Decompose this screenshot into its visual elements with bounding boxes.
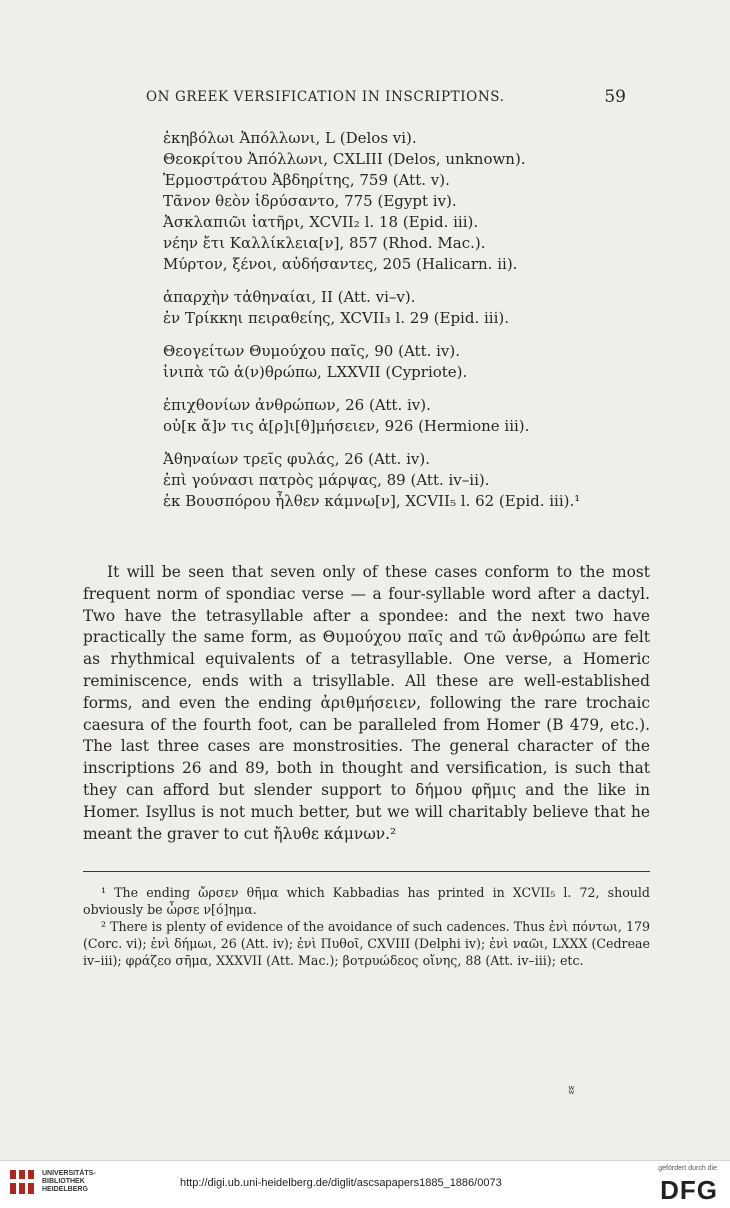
inscription-line: οὐ[κ ἄ]ν τις ἀ[ρ]ι[θ]μήσειεν, 926 (Hermione iii). <box>163 417 530 435</box>
inscription-line: ἐκ Βουσπόρου ἦλθεν κάμνω[ν], XCVII₅ l. 62 (Epid. iii).¹ <box>163 492 581 510</box>
inscription-group <box>163 128 633 275</box>
running-title: ON GREEK VERSIFICATION IN INSCRIPTIONS. <box>146 89 505 105</box>
running-header <box>146 89 626 105</box>
dfg-logo: DFG <box>660 1175 718 1205</box>
inscription-line: ἐπιχθονίων ἀνθρώπων, 26 (Att. iv). <box>163 396 431 414</box>
inscription-line: Μύρτον, ξένοι, αὐδήσαντες, 205 (Halicarn. ii). <box>163 255 518 273</box>
inscription-line: Ἑρμοστράτου Ἀβδηρίτης, 759 (Att. v). <box>163 171 450 189</box>
inscription-list <box>163 128 633 524</box>
inscription-group <box>163 287 633 329</box>
inscription-line: ἀπαρχὴν τἀθηναίαι, II (Att. vi–v). <box>163 288 416 306</box>
inscription-line: Ἀσκλαπιῶι ἰατῆρι, XCVII₂ l. 18 (Epid. iii). <box>163 213 479 231</box>
page-number: 59 <box>604 87 626 107</box>
inscription-line: Θεοκρίτου Ἀπόλλωνι, CXLIII (Delos, unknown). <box>163 150 526 168</box>
library-name: UNIVERSITÄTS- BIBLIOTHEK HEIDELBERG <box>42 1170 96 1193</box>
inscription-line: ἐκηβόλωι Ἀπόλλωνι, L (Delos vi). <box>163 129 417 147</box>
inscription-line: ἐπὶ γούνασι πατρὸς μάρψας, 89 (Att. iv–ii). <box>163 471 490 489</box>
inscription-line: ἐν Τρίκκηι πειραθείης, XCVII₃ l. 29 (Epid. iii). <box>163 309 509 327</box>
footnotes <box>83 884 650 969</box>
digitization-footer <box>0 1160 730 1208</box>
inscription-group <box>163 341 633 383</box>
body-text <box>83 562 650 845</box>
funded-by: gefördert durch die <box>658 1165 717 1172</box>
page-mark: ʬ <box>568 1083 576 1097</box>
inscription-line: νέην ἔτι Καλλίκλεια[ν], 857 (Rhod. Mac.). <box>163 234 486 252</box>
inscription-line: Τᾶνον θεὸν ἱδρύσαντο, 775 (Egypt iv). <box>163 192 457 210</box>
footnote-2: ² There is plenty of evidence of the avoidance of such cadences. Thus ἐνὶ πόντωι, 179 (Corc. vi); ἐνὶ δήμωι, 26 (Att. iv); ἐνὶ Πυθοῖ, CXVIII (Delphi iv); ἐνὶ ναῶι, LXXX (Cedreae iv–iii); φράζεο σῆμα, XXXVII (Att. Mac.); βοτρυώδεος οἴνης, 88 (Att. iv–iii); etc. <box>83 919 650 968</box>
footnote-1: ¹ The ending ὤρσεν θῆμα which Kabbadias has printed in XCVII₅ l. 72, should obviously be ὦρσε ν[ό]ημα. <box>83 885 650 917</box>
inscription-line: Ἀθηναίων τρεῖς φυλάς, 26 (Att. iv). <box>163 450 430 468</box>
inscription-line: Θεογείτων Θυμούχου παῖς, 90 (Att. iv). <box>163 342 461 360</box>
permalink[interactable]: http://digi.ub.uni-heidelberg.de/diglit/ascsapapers1885_1886/0073 <box>180 1177 502 1189</box>
university-library-logo-icon <box>8 1167 36 1197</box>
footnote-divider <box>83 871 650 872</box>
inscription-line: ἰνιπὰ τῶ ἀ(ν)θρώπω, LXXVII (Cypriote). <box>163 363 468 381</box>
body-paragraph: It will be seen that seven only of these cases conform to the most frequent norm of spondiac verse — a four-syllable word after a dactyl. Two have the tetrasyllable after a spondee: and the next two have practically the same form, as Θυμούχου παῖς and τῶ ἀνθρώπω are felt as rhythmical equivalents of a tetrasyllable. One verse, a Homeric reminiscence, ends with a trisyllable. All these are well-established forms, and even the ending ἀριθμήσειεν, following the rare trochaic caesura of the fourth foot, can be paralleled from Homer (B 479, etc.). The last three cases are monstrosities. The general character of the inscriptions 26 and 89, both in thought and versification, is such that they can afford but slender support to δήμου φῆμις and the like in Homer. Isyllus is not much better, but we will charitably believe that he meant the graver to cut ἤλυθε κάμνων.² <box>83 563 650 843</box>
inscription-group <box>163 449 633 512</box>
inscription-group <box>163 395 633 437</box>
